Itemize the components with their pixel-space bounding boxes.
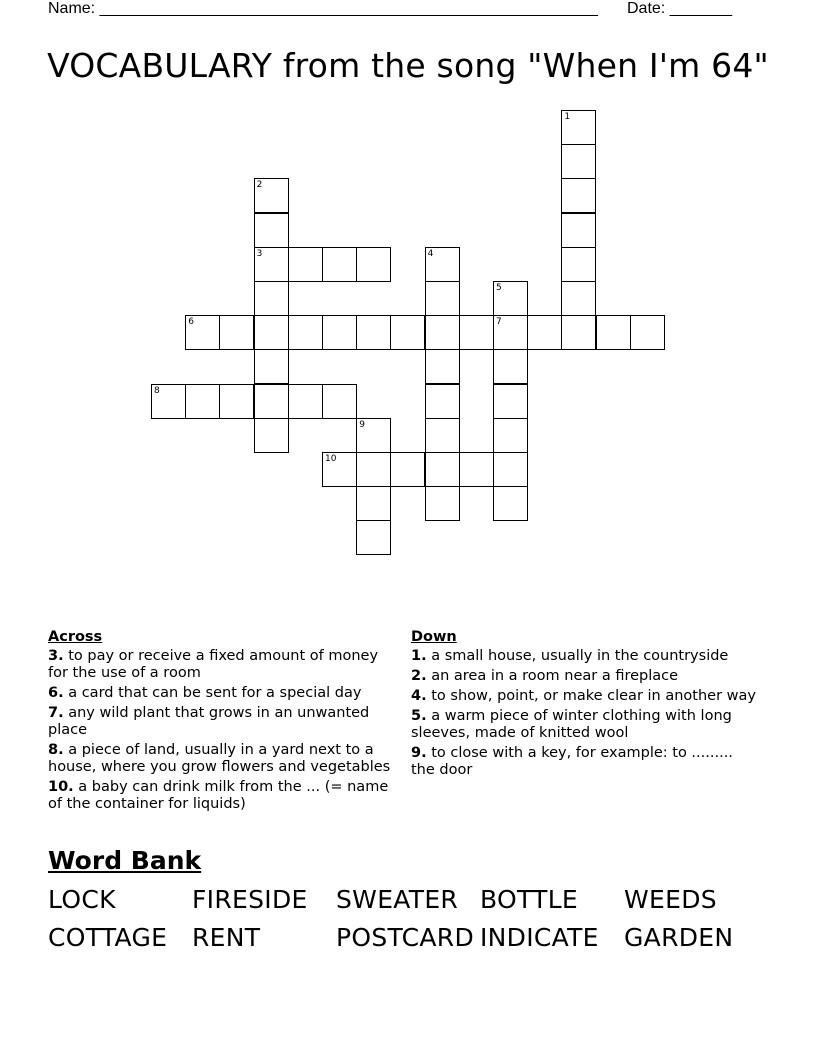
crossword-cell[interactable] [493,384,528,419]
crossword-cell[interactable] [425,315,460,350]
down-clues [411,629,756,782]
across-clues [48,629,400,816]
date-field-label[interactable]: Date: _______ [627,0,732,17]
crossword-cell[interactable] [356,418,391,453]
crossword-cell[interactable] [254,178,289,213]
down-heading: Down [411,629,457,645]
crossword-cell[interactable] [356,520,391,555]
crossword-cell[interactable] [425,418,460,453]
crossword-cell[interactable] [185,384,220,419]
clue-number: 2 [256,180,263,191]
crossword-cell[interactable] [425,486,460,521]
crossword-cell[interactable] [219,384,254,419]
crossword-cell[interactable] [561,178,596,213]
across-clue: 10. a baby can drink milk from the ... (= name of the container for liquids) [48,779,389,812]
down-clue: 9. to close with a key, for example: to ......... the door [411,745,733,778]
crossword-cell[interactable] [322,315,357,350]
word-bank-item: GARDEN [624,923,734,952]
crossword-cell[interactable] [390,452,425,487]
crossword-cell[interactable] [219,315,254,350]
clue-number: 1 [564,112,571,122]
crossword-cell[interactable] [425,384,460,419]
across-heading: Across [48,629,103,645]
crossword-cell[interactable] [288,315,323,350]
crossword-cell[interactable] [288,384,323,419]
clue-number: 9 [359,419,365,430]
crossword-cell[interactable] [254,418,289,453]
crossword-cell[interactable] [288,247,323,282]
crossword-cell[interactable] [254,384,289,419]
clue-number: 8 [154,385,160,396]
word-bank-item: RENT [192,923,261,952]
crossword-cell[interactable] [425,452,460,487]
crossword-cell[interactable] [356,247,391,282]
crossword-cell[interactable] [561,281,596,316]
word-bank-item: COTTAGE [48,923,168,952]
crossword-cell[interactable] [493,418,528,453]
crossword-cell[interactable] [185,315,220,350]
crossword-cell[interactable] [493,452,528,487]
crossword-cell[interactable] [322,384,357,419]
clue-number: 6 [188,317,194,328]
crossword-cell[interactable] [356,315,391,350]
crossword-cell[interactable] [459,452,494,487]
crossword-cell[interactable] [459,315,494,350]
across-clue: 3. to pay or receive a fixed amount of money for the use of a room [48,648,379,681]
down-clue: 4. to show, point, or make clear in another way [411,688,756,704]
across-clue: 7. any wild plant that grows in an unwanted place [48,705,370,738]
crossword-cell[interactable] [596,315,631,350]
crossword-cell[interactable] [425,349,460,384]
crossword-cell[interactable] [254,213,289,248]
crossword-cell[interactable] [561,213,596,248]
word-bank-item: FIRESIDE [192,885,308,914]
crossword-cell[interactable] [356,486,391,521]
crossword-cell[interactable] [561,247,596,282]
crossword-cell[interactable] [254,315,289,350]
crossword-cell[interactable] [630,315,665,350]
crossword-cell[interactable] [493,349,528,384]
crossword-cell[interactable] [527,315,562,350]
crossword-cell[interactable] [425,247,460,282]
word-bank-item: LOCK [48,885,116,914]
crossword-cell[interactable] [322,247,357,282]
crossword-cell[interactable] [561,110,596,145]
clue-number: 7 [496,317,502,328]
word-bank-item: INDICATE [480,923,599,952]
word-bank-item: WEEDS [624,885,717,914]
crossword-cell[interactable] [356,452,391,487]
page-title: VOCABULARY from the song "When I'm 64" [47,46,769,85]
crossword-cell[interactable] [493,486,528,521]
crossword-cell[interactable] [390,315,425,350]
name-field-label[interactable]: Name: ________________________________________________________ [48,0,598,17]
word-bank-item: SWEATER [336,885,459,914]
clue-number: 3 [256,248,263,259]
crossword-cell[interactable] [254,247,289,282]
down-clue: 1. a small house, usually in the countryside [411,648,729,664]
crossword-cell[interactable] [561,144,596,179]
down-clue: 5. a warm piece of winter clothing with long sleeves, made of knitted wool [411,708,732,741]
crossword-cell[interactable] [425,281,460,316]
crossword-cell[interactable] [561,315,596,350]
word-bank-item: POSTCARD [336,923,475,952]
across-clue: 6. a card that can be sent for a special day [48,685,362,701]
across-clue: 8. a piece of land, usually in a yard next to a house, where you grow flowers and vegetables [48,742,391,775]
clue-number: 5 [496,283,502,293]
word-bank-title: Word Bank [48,846,202,875]
down-clue: 2. an area in a room near a fireplace [411,668,679,684]
crossword-cell[interactable] [151,384,186,419]
crossword-cell[interactable] [322,452,357,487]
crossword-cell[interactable] [254,349,289,384]
clue-number: 4 [427,248,434,259]
word-bank-item: BOTTLE [480,885,579,914]
crossword-cell[interactable] [493,281,528,316]
clue-number: 10 [325,454,337,464]
crossword-cell[interactable] [254,281,289,316]
crossword-cell[interactable] [493,315,528,350]
